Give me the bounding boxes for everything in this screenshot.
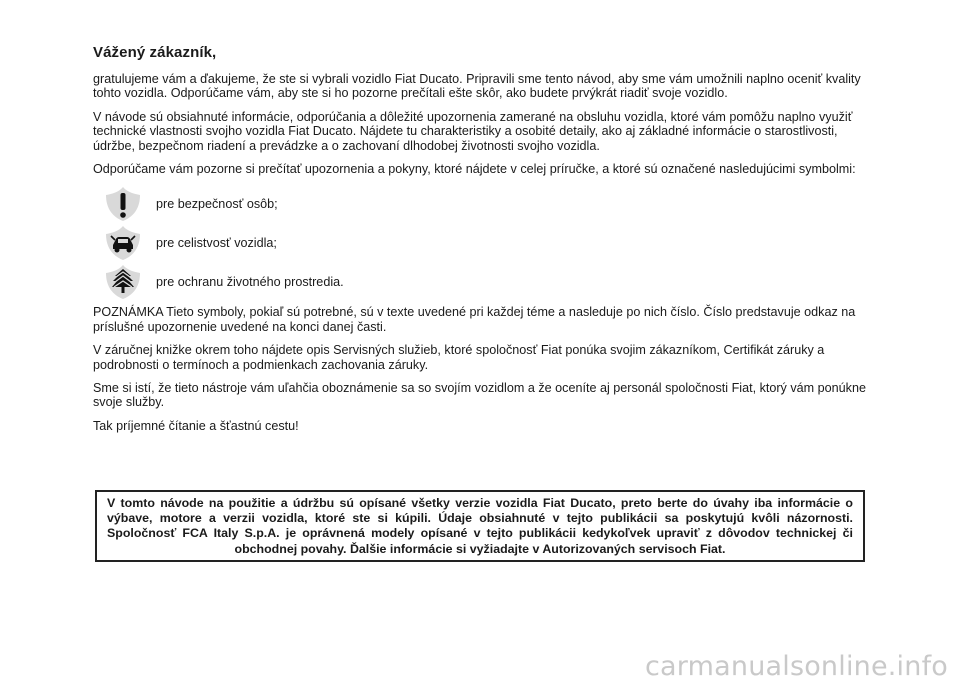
farewell-paragraph: Tak príjemné čítanie a šťastnú cestu! [93,418,299,433]
tools-paragraph: Sme si istí, že tieto nástroje vám uľahčia oboznámenie sa so svojím vozidlom a že oceníte aj personál spoločnosti Fiat, ktorý vám ponúkne svoje služby. [93,381,866,410]
notice-box: V tomto návode na použitie a údržbu sú opísané všetky verzie vozidla Fiat Ducato, preto berte do úvahy iba informácie o výbave, motore a verzii vozidla, ktoré ste si kúpili. Údaje obsiahnuté v tejto publikácii sa poskytujú kvôli názornosti. Spoločnosť FCA Italy S.p.A. je oprávnená modely opísané v tejto publikácii kedykoľvek upraviť z dôvodov technickej či obchodnej povahy. Ďalšie informácie si vyžiadajte v Autorizovaných servisoch Fiat. [95,490,865,562]
symbol-label: pre bezpečnosť osôb; [156,197,278,212]
symbol-label: pre celistvosť vozidla; [156,236,277,251]
intro-paragraph: V návode sú obsiahnuté informácie, odporúčania a dôležité upozornenia zamerané na obsluhu vozidla, ktoré vám pomôžu naplno využiť technické vlastnosti svojho vozidla Fiat Ducato. Nájdete tu charakteristiky a osobité detaily, ako aj základné informácie o starostlivosti, údržbe, bezpečnom riadení a prevádzke a o zachovaní dlhodobej životnosti svojho vozidla. [93,109,853,153]
page-title: Vážený zákazník, [93,44,217,61]
symbol-label: pre ochranu životného prostredia. [156,275,344,290]
symbol-row-environment [93,263,883,301]
symbol-row-safety [93,185,883,223]
symbol-list [93,185,883,301]
closing-section [93,305,883,433]
watermark-text: carmanualsonline.info [645,651,948,682]
tree-icon [103,263,143,301]
exclamation-icon [103,185,143,223]
car-icon [103,224,143,262]
intro-paragraph: Odporúčame vám pozorne si prečítať upozornenia a pokyny, ktoré nájdete v celej príručke, a ktoré sú označené nasledujúcimi symbolmi: [93,162,856,177]
warranty-paragraph: V záručnej knižke okrem toho nájdete opis Servisných služieb, ktoré spoločnosť Fiat ponúka svojim zákazníkom, Certifikát záruky a podrobnosti o termínoch a podmienkach zachovania záruky. [93,343,825,372]
note-paragraph: POZNÁMKA Tieto symboly, pokiaľ sú potrebné, sú v texte uvedené pri každej téme a nasleduje po nich číslo. Číslo predstavuje odkaz na príslušné upozornenie uvedené na konci danej časti. [93,305,856,334]
manual-page [93,44,883,442]
symbol-row-vehicle [93,224,883,262]
intro-paragraph: gratulujeme vám a ďakujeme, že ste si vybrali vozidlo Fiat Ducato. Pripravili sme tento návod, aby sme vám umožnili naplno oceniť kvality tohto vozidla. Odporúčame vám, aby ste si ho pozorne prečítali ešte skôr, ako budete prvýkrát riadiť svoje vozidlo. [93,72,861,101]
